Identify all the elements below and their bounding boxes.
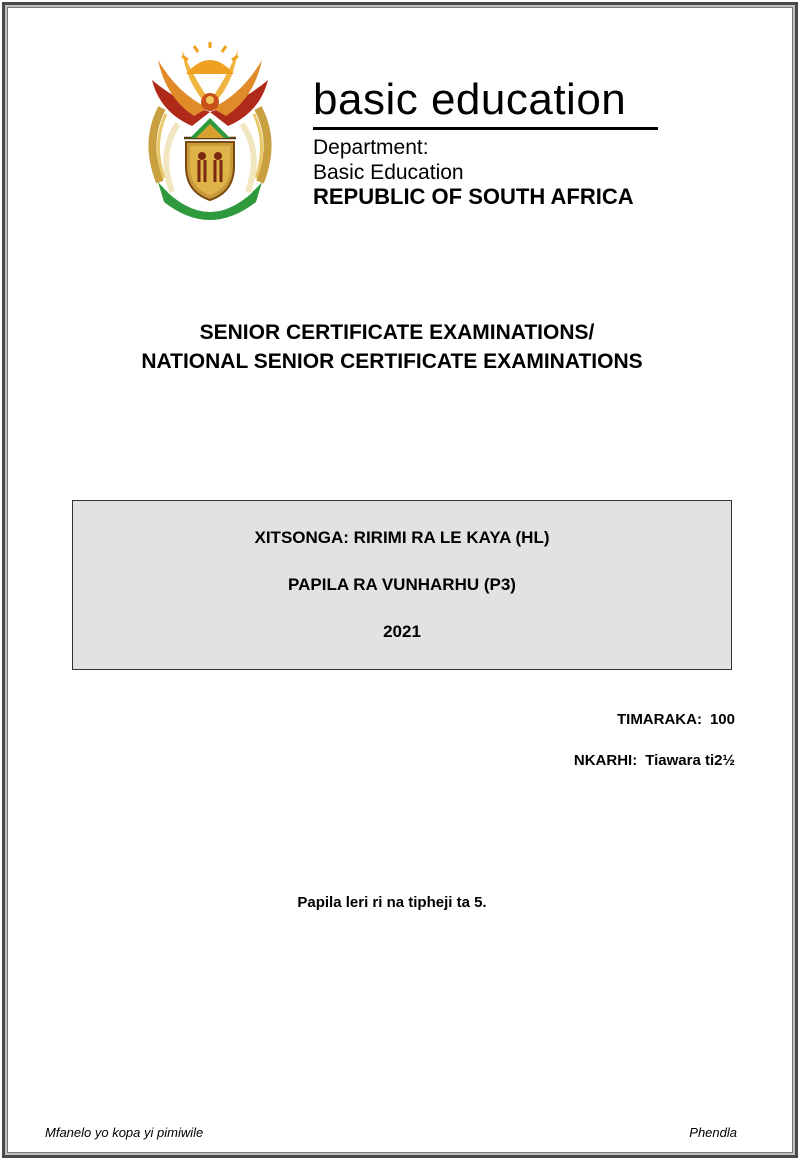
- copyright-note: Mfanelo yo kopa yi pimiwile: [45, 1125, 204, 1140]
- subject-box: [72, 500, 732, 670]
- page-count-note: Papila leri ri na tipheji ta 5.: [297, 894, 487, 911]
- department-label: Department:: [313, 136, 429, 159]
- south-africa-coat-of-arms-icon: [138, 42, 282, 228]
- time-label: NKARHI:: [573, 752, 638, 769]
- brand-wordmark: basic education: [313, 75, 627, 124]
- time-value: Tiawara ti2½: [645, 752, 735, 769]
- exam-year: 2021: [383, 622, 421, 641]
- department-name: Basic Education: [313, 161, 464, 184]
- exam-title-line1: SENIOR CERTIFICATE EXAMINATIONS/: [199, 321, 595, 344]
- brand-divider: [313, 127, 658, 130]
- marks-label: TIMARAKA:: [616, 711, 702, 728]
- country-name: REPUBLIC OF SOUTH AFRICA: [313, 184, 634, 209]
- marks-value: 100: [709, 711, 735, 728]
- exam-title-line2: NATIONAL SENIOR CERTIFICATE EXAMINATIONS: [141, 350, 643, 373]
- paper-name: PAPILA RA VUNHARHU (P3): [288, 575, 516, 594]
- time-line: [574, 753, 735, 768]
- marks-line: [617, 712, 735, 727]
- subject-name: XITSONGA: RIRIMI RA LE KAYA (HL): [254, 528, 550, 547]
- turn-over-note: Phendla: [689, 1125, 737, 1140]
